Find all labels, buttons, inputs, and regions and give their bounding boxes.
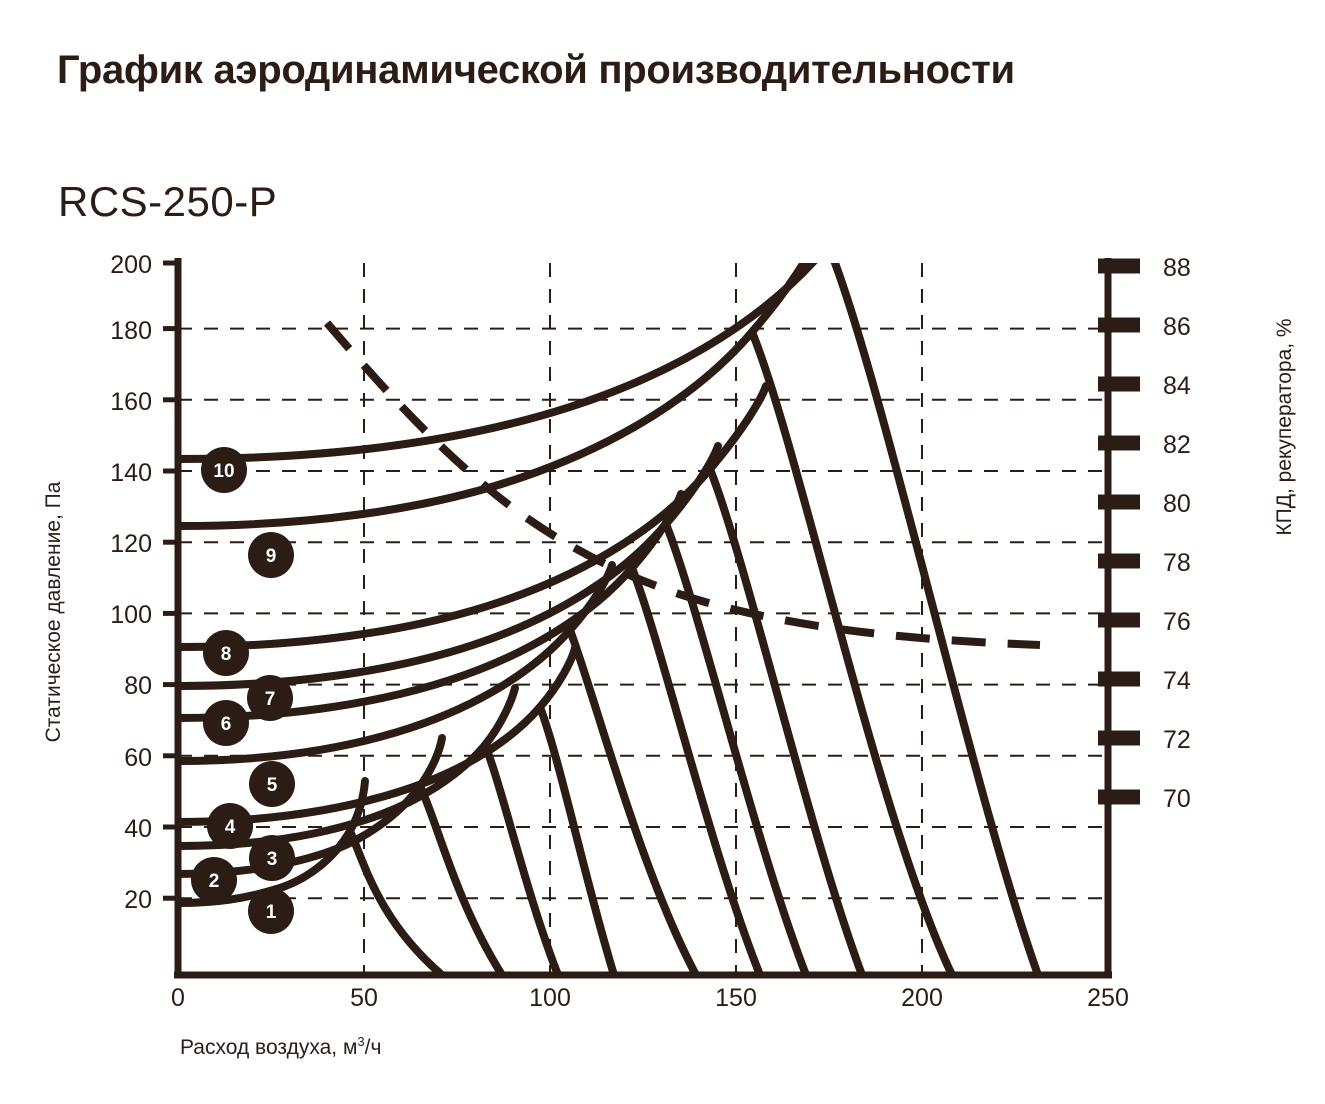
- svg-text:200: 200: [110, 251, 152, 279]
- curve-marker-3: [249, 835, 295, 881]
- svg-text:180: 180: [110, 317, 152, 345]
- svg-text:60: 60: [124, 744, 152, 772]
- curve-10-tail: [828, 245, 1038, 975]
- curve-marker-7: [247, 675, 293, 721]
- curve-marker-1: [248, 888, 294, 934]
- curve-1-tail: [350, 831, 442, 975]
- svg-text:8: 8: [220, 644, 232, 665]
- page-title: График аэродинамической производительности: [57, 48, 1015, 92]
- svg-text:78: 78: [1163, 549, 1191, 577]
- svg-text:50: 50: [350, 984, 378, 1012]
- svg-text:40: 40: [124, 815, 152, 843]
- x-axis-tick-labels: [171, 984, 1129, 1012]
- svg-text:80: 80: [124, 672, 152, 700]
- model-title: RCS-250-P: [58, 178, 278, 225]
- svg-text:70: 70: [1163, 785, 1191, 813]
- svg-text:82: 82: [1163, 431, 1191, 459]
- curve-4-tail: [540, 707, 614, 975]
- svg-text:9: 9: [265, 546, 277, 567]
- curve-marker-2: [191, 857, 237, 903]
- x-axis-title: Расход воздуха, $м^3/ч$: [180, 1034, 382, 1059]
- curve-10: [178, 146, 895, 459]
- svg-text:3: 3: [266, 849, 278, 870]
- y2-axis-title: КПД, рекуператора, %: [1273, 318, 1296, 536]
- svg-text:6: 6: [220, 714, 232, 735]
- svg-text:120: 120: [110, 530, 152, 558]
- svg-text:2: 2: [208, 871, 220, 892]
- svg-text:84: 84: [1163, 372, 1191, 400]
- y2-axis-tick-labels: [1163, 254, 1191, 813]
- svg-text:86: 86: [1163, 313, 1191, 341]
- svg-text:1: 1: [265, 902, 277, 923]
- svg-text:7: 7: [264, 689, 276, 710]
- svg-text:100: 100: [529, 984, 571, 1012]
- y-axis-title: Статическое давление, Па: [42, 481, 65, 743]
- curve-9: [178, 240, 816, 526]
- curve-marker-5: [249, 761, 295, 807]
- curve-3-tail: [485, 745, 558, 975]
- svg-text:74: 74: [1163, 667, 1191, 695]
- curve-marker-9: [248, 532, 294, 578]
- svg-text:160: 160: [110, 388, 152, 416]
- svg-text:150: 150: [715, 984, 757, 1012]
- svg-text:4: 4: [224, 817, 236, 838]
- svg-text:100: 100: [110, 601, 152, 629]
- y2-axis-ticks: [1098, 266, 1140, 797]
- svg-text:200: 200: [901, 984, 943, 1012]
- svg-text:5: 5: [266, 775, 278, 796]
- curve-2-tail: [420, 786, 502, 975]
- svg-text:0: 0: [171, 984, 185, 1012]
- svg-text:250: 250: [1087, 984, 1129, 1012]
- curve-marker-8: [203, 630, 249, 676]
- curve-marker-10: [201, 447, 247, 493]
- svg-text:80: 80: [1163, 490, 1191, 518]
- curve-marker-4: [207, 803, 253, 849]
- svg-text:10: 10: [213, 461, 235, 482]
- svg-text:72: 72: [1163, 726, 1191, 754]
- svg-text:88: 88: [1163, 254, 1191, 282]
- curve-8: [178, 386, 766, 647]
- svg-text:76: 76: [1163, 608, 1191, 636]
- curve-marker-6: [203, 700, 249, 746]
- svg-text:140: 140: [110, 459, 152, 487]
- y-axis-tick-labels: [110, 251, 152, 914]
- svg-text:20: 20: [124, 886, 152, 914]
- curve-5-tail: [570, 630, 696, 975]
